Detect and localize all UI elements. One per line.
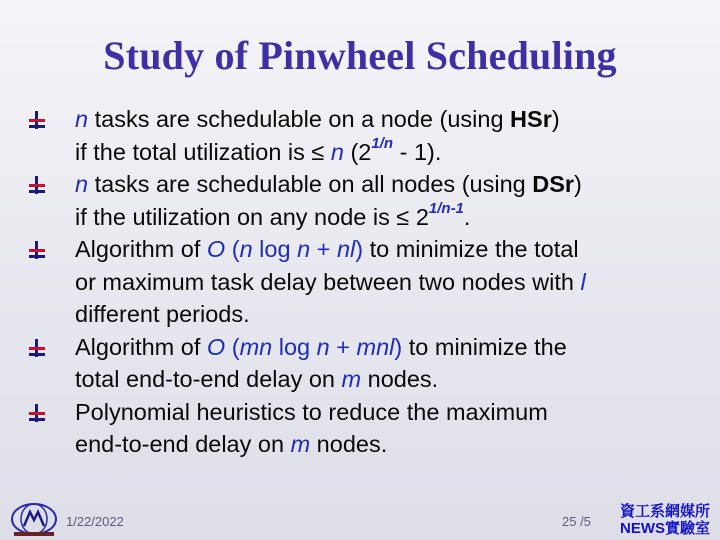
text-segment: if the total utilization is (75, 138, 312, 165)
university-logo-icon (6, 500, 62, 538)
bullet-line (75, 363, 705, 396)
text-segment: ) (355, 236, 364, 262)
text-segment: Polynomial heuristics to reduce the maximum (75, 398, 548, 425)
lab-name-chinese: 資工系網媒所 (620, 503, 711, 520)
bullet-line (75, 201, 705, 234)
cross-bullet-icon (28, 339, 46, 357)
text-segment: n (75, 106, 89, 132)
text-segment: mnl (356, 333, 395, 360)
text-segment: n (239, 236, 253, 262)
bullet-line (75, 331, 705, 364)
text-segment: ( (225, 333, 240, 360)
text-segment: + (310, 236, 337, 262)
text-segment: 1/n-1 (428, 199, 464, 217)
text-segment: . (463, 203, 471, 230)
cross-bullet-icon (28, 111, 46, 129)
text-segment: ≤ (311, 138, 331, 165)
text-segment: to minimize the total (363, 236, 579, 262)
text-segment: ) (574, 171, 582, 197)
cross-bullet-icon (28, 241, 46, 259)
text-segment: n (316, 333, 330, 360)
text-segment: n (330, 138, 344, 165)
cross-bullet-icon (28, 176, 46, 194)
text-segment: Algorithm of (75, 236, 207, 262)
text-segment: + (329, 333, 357, 360)
text-segment: m (341, 366, 362, 392)
bullet-line (75, 428, 705, 461)
bullet-line (75, 266, 705, 299)
text-segment: Algorithm of (75, 333, 207, 360)
text-segment: tasks are schedulable on a node (using (88, 106, 511, 132)
footer-page-number: 25 /5 (562, 514, 591, 529)
text-segment: tasks are schedulable on all nodes (using (88, 171, 533, 197)
text-segment: log (272, 333, 317, 360)
text-segment: if the utilization on any node is (75, 203, 397, 230)
text-segment: total end-to-end delay on (75, 366, 342, 392)
slide-body (75, 103, 705, 461)
text-segment: nl (336, 236, 356, 262)
text-segment: end-to-end delay on (75, 431, 291, 457)
text-segment: ) (394, 333, 403, 360)
text-segment: or maximum task delay between two nodes with (75, 268, 581, 295)
bullet-line (75, 103, 705, 136)
bullet-line (75, 396, 705, 429)
text-segment: HSr (510, 106, 552, 132)
bullet-line (75, 298, 705, 331)
bullet-line (75, 168, 705, 201)
text-segment: nodes. (361, 366, 439, 392)
text-segment: DSr (532, 171, 575, 197)
bullet-line (75, 136, 705, 169)
text-segment: ( (225, 236, 240, 262)
bullet-line (75, 233, 705, 266)
text-segment: 2 (415, 203, 429, 230)
text-segment: ) (551, 106, 560, 132)
text-segment: - 1). (393, 138, 442, 165)
text-segment: l (580, 268, 586, 295)
text-segment: n (297, 236, 311, 262)
footer-date: 1/22/2022 (66, 514, 124, 529)
text-segment: ≤ (396, 203, 416, 230)
text-segment: log (252, 236, 298, 262)
text-segment: O (206, 333, 226, 360)
text-segment: (2 (343, 138, 372, 165)
text-segment: different periods. (75, 301, 250, 327)
text-segment: O (206, 236, 226, 262)
lab-name-english: NEWS實驗室 (620, 520, 711, 537)
text-segment: 1/n (371, 134, 394, 152)
text-segment: mn (239, 333, 273, 360)
slide-title: Study of Pinwheel Scheduling (103, 33, 617, 78)
text-segment: nodes. (310, 431, 388, 457)
cross-bullet-icon (28, 404, 46, 422)
text-segment: m (290, 431, 311, 457)
text-segment: to minimize the (402, 333, 567, 360)
text-segment: n (75, 171, 89, 197)
